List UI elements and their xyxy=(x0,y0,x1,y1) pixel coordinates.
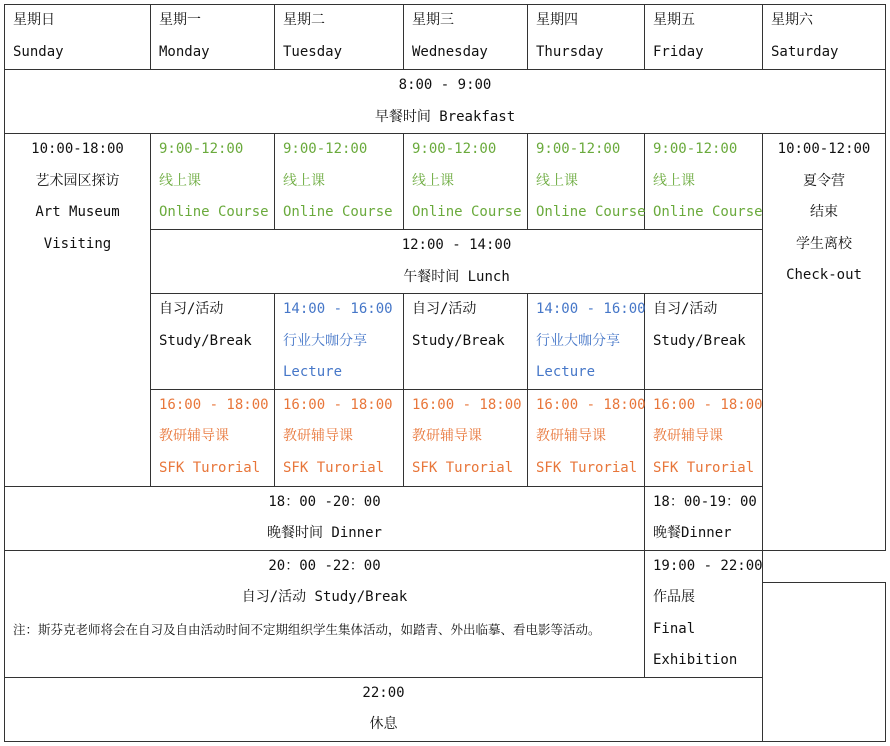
online-en: Online Course xyxy=(536,204,646,220)
sunday-activity-cell xyxy=(5,134,151,487)
online-time: 9:00-12:00 xyxy=(283,141,368,157)
day-en: Thursday xyxy=(536,43,604,60)
online-cn: 线上课 xyxy=(536,172,578,189)
day-en: Tuesday xyxy=(283,43,343,60)
friday-exhibition-cell xyxy=(645,550,763,677)
sunday-cn: 艺术园区探访 xyxy=(35,172,120,189)
exhibition-en1: Final xyxy=(653,620,696,637)
online-time: 9:00-12:00 xyxy=(159,141,244,157)
online-course-friday xyxy=(645,134,763,230)
tutorial-cn: 教研辅导课 xyxy=(536,428,606,444)
exhibition-cn: 作品展 xyxy=(653,589,695,605)
lecture-en: Lecture xyxy=(283,364,343,380)
tutorial-time: 16:00 - 18:00 xyxy=(653,396,763,413)
tutorial-tuesday xyxy=(275,389,404,486)
day-header-tuesday xyxy=(275,5,404,70)
online-course-tuesday xyxy=(275,134,404,230)
day-en: Sunday xyxy=(13,43,64,60)
friday-dinner-cell xyxy=(645,486,763,550)
tutorial-time: 16:00 - 18:00 xyxy=(159,396,269,413)
study-en: Study/Break xyxy=(412,332,505,349)
dinner-label: 晚餐时间 Dinner xyxy=(266,525,382,541)
day-header-monday xyxy=(151,5,275,70)
lecture-cn: 行业大咖分享 xyxy=(536,332,620,349)
tutorial-en: SFK Turorial xyxy=(159,459,261,476)
evening-label: 自习/活动 Study/Break xyxy=(241,589,408,605)
tutorial-cn: 教研辅导课 xyxy=(283,428,353,444)
saturday-l1: 夏令营 xyxy=(803,172,845,189)
online-course-wednesday xyxy=(404,134,528,230)
tutorial-thursday xyxy=(528,389,645,486)
day-en: Friday xyxy=(653,43,704,60)
saturday-checkout-cell xyxy=(763,134,886,551)
breakfast-time: 8:00 - 9:00 xyxy=(398,77,492,93)
saturday-time: 10:00-12:00 xyxy=(777,141,871,157)
lecture-time: 14:00 - 16:00 xyxy=(536,301,646,317)
online-cn: 线上课 xyxy=(283,172,325,189)
saturday-l2: 结束 xyxy=(810,204,838,220)
day-cn: 星期二 xyxy=(283,12,325,28)
day-cn: 星期日 xyxy=(13,12,55,28)
sunday-en1: Art Museum xyxy=(35,204,120,220)
lunch-cell xyxy=(151,230,763,294)
lecture-en: Lecture xyxy=(536,364,596,380)
dinner-cell xyxy=(5,486,645,550)
evening-time: 20：00 -22：00 xyxy=(268,557,381,574)
study-cn: 自习/活动 xyxy=(653,301,718,317)
schedule-table xyxy=(4,4,886,742)
day-header-wednesday xyxy=(404,5,528,70)
breakfast-label: 早餐时间 Breakfast xyxy=(374,108,516,125)
day-header-thursday xyxy=(528,5,645,70)
tutorial-cn: 教研辅导课 xyxy=(159,428,229,444)
day-en: Wednesday xyxy=(412,43,488,60)
study-cn: 自习/活动 xyxy=(412,301,477,317)
online-cn: 线上课 xyxy=(412,172,454,189)
breakfast-cell xyxy=(5,70,886,134)
sunday-en2: Visiting xyxy=(43,235,112,252)
tutorial-time: 16:00 - 18:00 xyxy=(412,396,522,413)
day-header-friday xyxy=(645,5,763,70)
friday-dinner-time: 18：00-19：00 xyxy=(653,493,757,510)
exhibition-time: 19:00 - 22:00 xyxy=(653,557,763,574)
online-en: Online Course xyxy=(159,204,269,220)
study-wednesday xyxy=(404,294,528,390)
lunch-time: 12:00 - 14:00 xyxy=(401,237,512,253)
saturday-l4: Check-out xyxy=(786,267,862,283)
tutorial-cn: 教研辅导课 xyxy=(412,428,482,444)
day-cn: 星期一 xyxy=(159,12,201,28)
tutorial-en: SFK Turorial xyxy=(412,459,514,476)
tutorial-en: SFK Turorial xyxy=(653,459,755,476)
dinner-time: 18：00 -20：00 xyxy=(268,493,381,510)
saturday-l3: 学生离校 xyxy=(796,235,852,252)
day-cn: 星期五 xyxy=(653,12,695,28)
saturday-blank-cell xyxy=(763,582,886,741)
rest-time: 22:00 xyxy=(362,684,405,701)
day-cn: 星期四 xyxy=(536,12,578,28)
tutorial-time: 16:00 - 18:00 xyxy=(283,396,393,413)
lecture-thursday xyxy=(528,294,645,390)
lunch-label: 午餐时间 Lunch xyxy=(403,268,510,285)
study-cn: 自习/活动 xyxy=(159,301,224,317)
tutorial-en: SFK Turorial xyxy=(536,459,638,476)
day-cn: 星期三 xyxy=(412,12,454,28)
tutorial-time: 16:00 - 18:00 xyxy=(536,396,646,413)
day-header-sunday xyxy=(5,5,151,70)
evening-cell xyxy=(5,550,645,677)
tutorial-cn: 教研辅导课 xyxy=(653,428,723,444)
day-en: Saturday xyxy=(771,43,839,60)
friday-dinner-label: 晚餐Dinner xyxy=(653,525,732,541)
evening-note: 注：斯芬克老师将会在自习及自由活动时间不定期组织学生集体活动，如踏青、外出临摹、看电影等活动。 xyxy=(13,621,601,637)
study-friday xyxy=(645,294,763,390)
sunday-time: 10:00-18:00 xyxy=(31,141,124,157)
tutorial-en: SFK Turorial xyxy=(283,459,385,476)
online-time: 9:00-12:00 xyxy=(412,141,497,157)
tutorial-friday xyxy=(645,389,763,486)
study-en: Study/Break xyxy=(653,332,746,349)
online-time: 9:00-12:00 xyxy=(536,141,621,157)
lecture-tuesday xyxy=(275,294,404,390)
tutorial-wednesday xyxy=(404,389,528,486)
day-en: Monday xyxy=(159,43,210,60)
lecture-cn: 行业大咖分享 xyxy=(283,332,367,349)
rest-cell xyxy=(5,677,763,741)
rest-label: 休息 xyxy=(369,716,398,732)
day-cn: 星期六 xyxy=(771,12,813,28)
exhibition-en2: Exhibition xyxy=(653,652,738,668)
lecture-time: 14:00 - 16:00 xyxy=(283,301,393,317)
tutorial-monday xyxy=(151,389,275,486)
online-cn: 线上课 xyxy=(159,172,201,189)
study-en: Study/Break xyxy=(159,332,252,349)
online-en: Online Course xyxy=(653,204,763,220)
header-row xyxy=(5,5,886,70)
online-time: 9:00-12:00 xyxy=(653,141,738,157)
online-en: Online Course xyxy=(283,204,393,220)
online-course-thursday xyxy=(528,134,645,230)
study-monday xyxy=(151,294,275,390)
online-course-monday xyxy=(151,134,275,230)
day-header-saturday xyxy=(763,5,886,70)
online-cn: 线上课 xyxy=(653,172,695,189)
online-en: Online Course xyxy=(412,204,522,220)
